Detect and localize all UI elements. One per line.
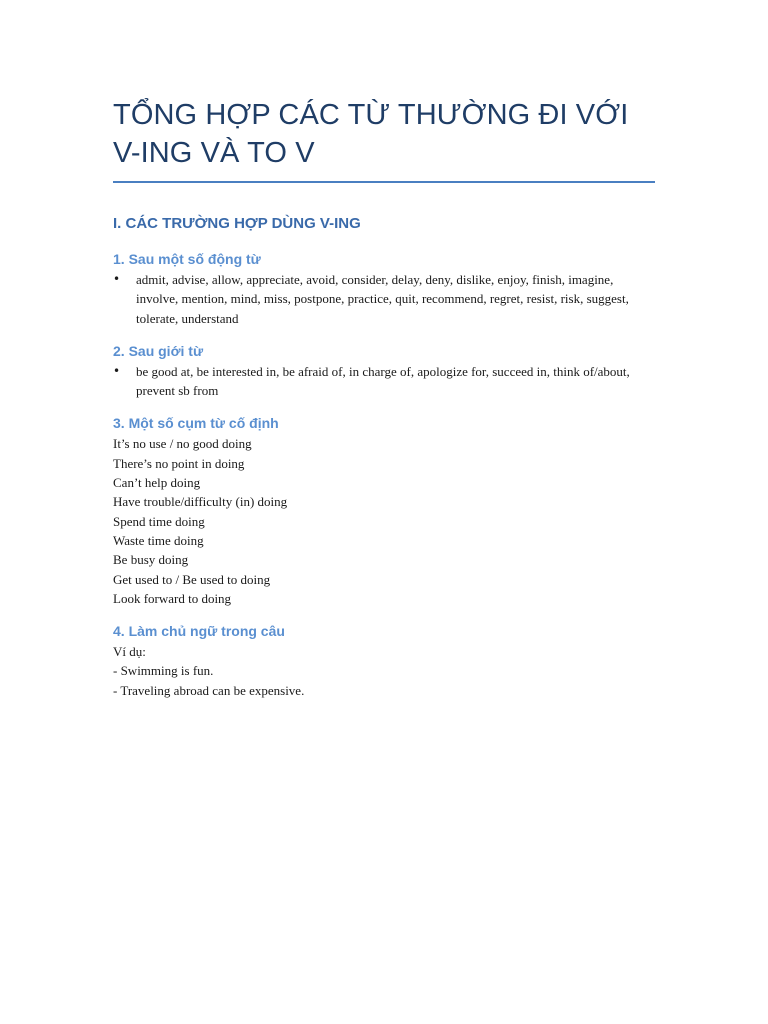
subsection-heading-after-verbs: 1. Sau một số động từ	[113, 251, 261, 267]
document-page	[113, 96, 655, 700]
list-item: Look forward to doing	[113, 590, 232, 606]
bullet-icon: •	[113, 363, 121, 378]
list-item-text: admit, advise, allow, appreciate, avoid, consider, delay, deny, dislike, enjoy, finish, imagine, involve, mention, mind, miss, postpone, practice, quit, recommend, regret, resist, risk, suggest, tolerate, understand	[136, 272, 629, 326]
list-item: - Swimming is fun.	[113, 663, 214, 679]
list-item: - Traveling abroad can be expensive.	[113, 682, 305, 698]
list-item: Get used to / Be used to doing	[113, 571, 271, 587]
subsection-heading-as-subject: 4. Làm chủ ngữ trong câu	[113, 623, 285, 640]
section-heading-ving: I. CÁC TRƯỜNG HỢP DÙNG V-ING	[113, 215, 361, 232]
subject-examples-list	[113, 642, 655, 700]
document-title: TỔNG HỢP CÁC TỪ THƯỜNG ĐI VỚI V-ING VÀ TO V	[113, 99, 629, 169]
list-item: Waste time doing	[113, 532, 204, 548]
list-item: Be busy doing	[113, 552, 189, 568]
bullet-list-after-prepositions	[113, 362, 655, 401]
list-item: It’s no use / no good doing	[113, 436, 252, 452]
list-item-text: be good at, be interested in, be afraid of, in charge of, apologize for, succeed in, think of/about, prevent sb from	[136, 363, 630, 399]
list-item: Have trouble/difficulty (in) doing	[113, 494, 288, 510]
list-item: There’s no point in doing	[113, 455, 245, 471]
subsection-heading-fixed-phrases: 3. Một số cụm từ cố định	[113, 415, 279, 432]
bullet-icon: •	[113, 272, 121, 286]
title-underline	[113, 181, 655, 183]
bullet-list-after-verbs	[113, 270, 655, 328]
list-item: Spend time doing	[113, 513, 205, 529]
fixed-phrases-list	[113, 434, 655, 608]
list-item	[113, 362, 655, 401]
example-label: Ví dụ:	[113, 644, 146, 660]
list-item: Can’t help doing	[113, 475, 201, 491]
list-item	[113, 270, 655, 328]
subsection-heading-after-prepositions: 2. Sau giới từ	[113, 342, 204, 359]
